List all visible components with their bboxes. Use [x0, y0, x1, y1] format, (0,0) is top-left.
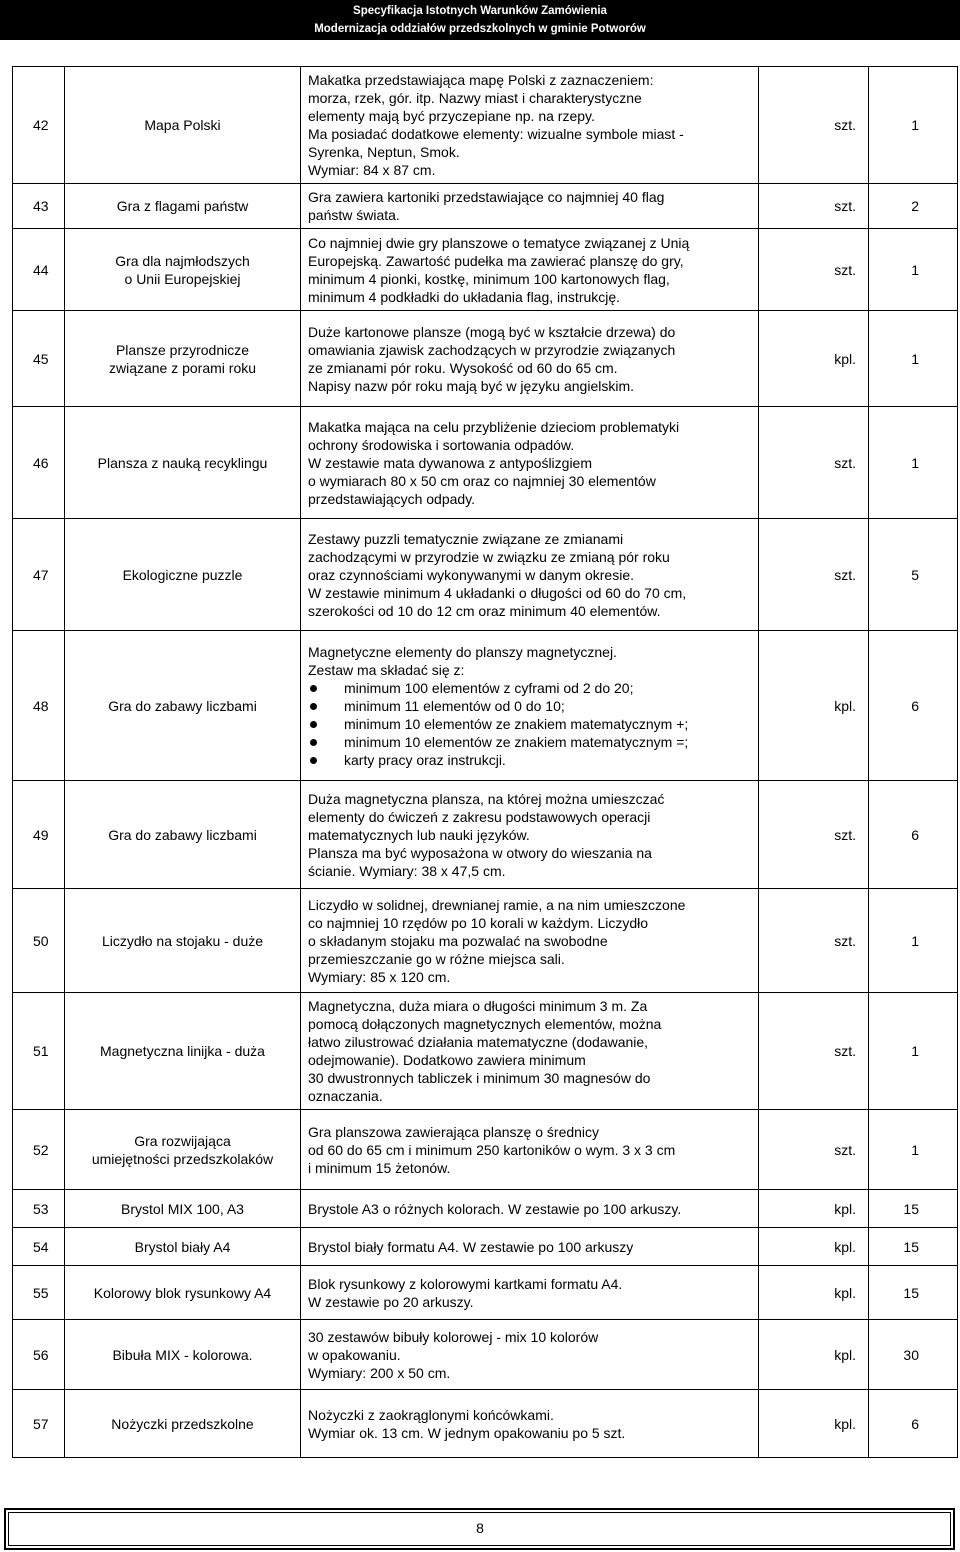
description-line: Gra zawiera kartoniki przedstawiające co najmniej 40 flag [308, 189, 665, 205]
item-description [301, 1390, 759, 1458]
item-description [301, 67, 759, 184]
item-quantity: 6 [869, 781, 958, 889]
description-line: matematycznych lub nauki języków. [308, 826, 530, 843]
description-line: Wymiary: 85 x 120 cm. [308, 968, 451, 985]
description-line: Makatka przedstawiająca mapę Polski z zaznaczeniem: [308, 72, 654, 88]
description-bullet-item: minimum 10 elementów ze znakiem matematycznym =; [308, 733, 752, 751]
item-number: 48 [13, 631, 65, 781]
item-number: 49 [13, 781, 65, 889]
item-number: 47 [13, 519, 65, 631]
description-line: Makatka mająca na celu przybliżenie dzieciom problematyki [308, 418, 680, 435]
item-name [65, 1320, 301, 1390]
description-line: o wymiarach 80 x 50 cm oraz co najmniej 30 elementów [308, 472, 656, 489]
item-name-line: Magnetyczna linijka - duża [100, 1043, 265, 1059]
item-name-line: Kolorowy blok rysunkowy A4 [93, 1284, 272, 1301]
item-description [301, 1110, 759, 1190]
table-row [13, 631, 958, 781]
item-name [65, 67, 301, 184]
item-quantity: 15 [869, 1228, 958, 1266]
item-unit: kpl. [759, 1266, 869, 1320]
item-quantity: 1 [869, 229, 958, 311]
description-line: Blok rysunkowy z kolorowymi kartkami formatu A4. [308, 1275, 623, 1292]
description-line: oznaczania. [308, 1088, 383, 1104]
description-line: ochrony środowiska i sortowania odpadów. [308, 436, 575, 453]
description-bullet-item: karty pracy oraz instrukcji. [308, 751, 752, 769]
item-name-line: Brystol MIX 100, A3 [121, 1200, 244, 1217]
description-line: zachodzącymi w przyrodzie w związku ze zmianą pór roku [308, 548, 670, 565]
item-quantity: 15 [869, 1190, 958, 1228]
item-unit: szt. [759, 229, 869, 311]
item-number: 42 [13, 67, 65, 184]
item-name [65, 1110, 301, 1190]
item-unit: szt. [759, 781, 869, 889]
description-line: morza, rzek, gór. itp. Nazwy miast i charakterystyczne [308, 90, 642, 106]
item-quantity: 1 [869, 889, 958, 993]
description-line: Magnetyczna, duża miara o długości minimum 3 m. Za [308, 998, 648, 1014]
item-number: 51 [13, 993, 65, 1110]
description-line: co najmniej 10 rzędów po 10 korali w każdym. Liczydło [308, 914, 649, 931]
specification-table [12, 66, 958, 1458]
description-line: Wymiar: 84 x 87 cm. [308, 162, 436, 178]
item-unit: szt. [759, 889, 869, 993]
description-bullet-item: minimum 11 elementów od 0 do 10; [308, 697, 752, 715]
item-name-line: Gra dla najmłodszych [115, 252, 250, 269]
description-line: elementy mają być przyczepiane np. na rzepy. [308, 108, 595, 124]
description-line: omawiania zjawisk zachodzących w przyrodzie związanych [308, 341, 676, 358]
description-line: odejmowanie). Dodatkowo zawiera minimum [308, 1052, 586, 1068]
item-description [301, 1228, 759, 1266]
description-bullet-item: minimum 100 elementów z cyframi od 2 do 20; [308, 679, 752, 697]
item-description [301, 781, 759, 889]
item-unit: szt. [759, 67, 869, 184]
table-row [13, 1266, 958, 1320]
item-name [65, 184, 301, 229]
item-description [301, 184, 759, 229]
item-description [301, 407, 759, 519]
description-line: Gra planszowa zawierająca planszę o średnicy [308, 1123, 600, 1140]
item-name-line: Plansze przyrodnicze [115, 341, 250, 358]
table-row [13, 1320, 958, 1390]
item-number: 43 [13, 184, 65, 229]
item-unit: szt. [759, 407, 869, 519]
table-row [13, 1190, 958, 1228]
description-line: ze zmianami pór roku. Wysokość od 60 do 65 cm. [308, 359, 618, 376]
description-line: minimum 4 pionki, kostkę, minimum 100 kartonowych flag, [308, 270, 670, 287]
description-line: ścianie. Wymiary: 38 x 47,5 cm. [308, 862, 506, 879]
item-quantity: 6 [869, 631, 958, 781]
table-row [13, 311, 958, 407]
item-number: 55 [13, 1266, 65, 1320]
description-line: o składanym stojaku ma pozwalać na swobodne [308, 932, 608, 949]
item-quantity: 30 [869, 1320, 958, 1390]
table-row [13, 1390, 958, 1458]
item-quantity: 1 [869, 407, 958, 519]
description-line: Napisy nazw pór roku mają być w języku angielskim. [308, 377, 635, 394]
table-row [13, 519, 958, 631]
description-line: Nożyczki z zaokrąglonymi końcówkami. [308, 1406, 554, 1423]
item-name-line: Gra do zabawy liczbami [108, 826, 257, 843]
description-line: Europejską. Zawartość pudełka ma zawierać planszę do gry, [308, 252, 684, 269]
item-description [301, 889, 759, 993]
item-name [65, 889, 301, 993]
description-line: przemieszczanie go w różne miejsca sali. [308, 950, 565, 967]
description-line: Brystole A3 o różnych kolorach. W zestawie po 100 arkuszy. [308, 1200, 682, 1217]
item-unit: kpl. [759, 631, 869, 781]
table-row [13, 1228, 958, 1266]
description-line: minimum 4 podkładki do układania flag, instrukcję. [308, 288, 621, 305]
description-line: w opakowaniu. [308, 1346, 401, 1363]
description-line: W zestawie po 20 arkuszy. [308, 1293, 474, 1310]
description-line: Zestaw ma składać się z: [308, 661, 465, 678]
item-number: 53 [13, 1190, 65, 1228]
item-name [65, 781, 301, 889]
description-line: państw świata. [308, 207, 400, 223]
item-quantity: 6 [869, 1390, 958, 1458]
page-number: 8 [476, 1520, 484, 1536]
item-name-line: Gra do zabawy liczbami [108, 697, 257, 714]
item-name [65, 1390, 301, 1458]
item-name-line: związane z porami roku [108, 359, 257, 376]
item-description [301, 1190, 759, 1228]
item-name-line: Gra rozwijająca [134, 1132, 231, 1149]
item-name-line: Ekologiczne puzzle [122, 566, 243, 583]
description-bullet-item: minimum 10 elementów ze znakiem matematycznym +; [308, 715, 752, 733]
table-row [13, 1110, 958, 1190]
item-unit: szt. [759, 519, 869, 631]
item-number: 57 [13, 1390, 65, 1458]
item-description [301, 1320, 759, 1390]
item-name-line: Liczydło na stojaku - duże [101, 932, 264, 949]
item-number: 54 [13, 1228, 65, 1266]
item-number: 50 [13, 889, 65, 993]
item-quantity: 1 [869, 67, 958, 184]
item-number: 56 [13, 1320, 65, 1390]
item-quantity: 1 [869, 993, 958, 1110]
document-title: Specyfikacja Istotnych Warunków Zamówienia [353, 5, 607, 17]
item-unit: szt. [759, 993, 869, 1110]
description-line: elementy do ćwiczeń z zakresu podstawowych operacji [308, 808, 651, 825]
description-line: 30 zestawów bibuły kolorowej - mix 10 kolorów [308, 1328, 599, 1345]
item-name-line: o Unii Europejskiej [124, 270, 241, 287]
description-bullet-list [308, 679, 752, 769]
item-number: 45 [13, 311, 65, 407]
description-line: W zestawie minimum 4 układanki o długości od 60 do 70 cm, [308, 584, 687, 601]
item-quantity: 1 [869, 311, 958, 407]
item-unit: szt. [759, 1110, 869, 1190]
table-row [13, 781, 958, 889]
table-row [13, 993, 958, 1110]
item-description [301, 1266, 759, 1320]
item-name-line: Plansza z nauką recyklingu [97, 454, 268, 471]
item-name-line: Bibuła MIX - kolorowa. [112, 1346, 253, 1363]
item-name-line: Gra z flagami państw [116, 198, 249, 214]
item-name [65, 631, 301, 781]
item-unit: szt. [759, 184, 869, 229]
description-line: szerokości od 10 do 12 cm oraz minimum 40 elementów. [308, 602, 661, 619]
description-line: i minimum 15 żetonów. [308, 1159, 451, 1176]
item-name [65, 229, 301, 311]
item-unit: kpl. [759, 1228, 869, 1266]
item-number: 52 [13, 1110, 65, 1190]
item-unit: kpl. [759, 1190, 869, 1228]
item-name [65, 519, 301, 631]
item-name [65, 993, 301, 1110]
item-quantity: 5 [869, 519, 958, 631]
item-name-line: Nożyczki przedszkolne [111, 1415, 254, 1432]
description-line: pomocą dołączonych magnetycznych elementów, można [308, 1016, 662, 1032]
item-name [65, 311, 301, 407]
description-line: Co najmniej dwie gry planszowe o tematyce związanej z Unią [308, 234, 690, 251]
description-line: przedstawiających odpady. [308, 490, 476, 507]
item-description [301, 631, 759, 781]
description-line: Zestawy puzzli tematycznie związane ze zmianami [308, 530, 624, 547]
description-line: Plansza ma być wyposażona w otwory do wieszania na [308, 844, 652, 861]
description-line: Magnetyczne elementy do planszy magnetycznej. [308, 643, 617, 660]
description-line: Wymiar ok. 13 cm. W jednym opakowaniu po 5 szt. [308, 1424, 626, 1441]
item-name [65, 1190, 301, 1228]
item-description [301, 229, 759, 311]
description-line: Ma posiadać dodatkowe elementy: wizualne symbole miast - [308, 126, 684, 142]
table-row [13, 407, 958, 519]
item-name-line: Brystol biały A4 [134, 1238, 231, 1255]
description-line: Syrenka, Neptun, Smok. [308, 144, 460, 160]
item-description [301, 311, 759, 407]
description-line: Brystol biały formatu A4. W zestawie po 100 arkuszy [308, 1238, 634, 1255]
item-unit: kpl. [759, 311, 869, 407]
description-line: Duże kartonowe plansze (mogą być w kształcie drzewa) do [308, 323, 676, 340]
item-quantity: 15 [869, 1266, 958, 1320]
table-row [13, 184, 958, 229]
item-name-line: umiejętności przedszkolaków [91, 1150, 274, 1167]
page-header [0, 0, 960, 40]
specification-table-body [13, 67, 958, 1458]
table-row [13, 67, 958, 184]
description-line: Duża magnetyczna plansza, na której można umieszczać [308, 790, 665, 807]
description-line: W zestawie mata dywanowa z antypoślizgiem [308, 454, 593, 471]
item-unit: kpl. [759, 1390, 869, 1458]
item-name [65, 1266, 301, 1320]
document-subtitle: Modernizacja oddziałów przedszkolnych w gminie Potworów [314, 23, 646, 35]
table-row [13, 889, 958, 993]
item-number: 46 [13, 407, 65, 519]
item-quantity: 1 [869, 1110, 958, 1190]
item-name-line: Mapa Polski [144, 117, 221, 133]
description-line: 30 dwustronnych tabliczek i minimum 30 magnesów do [308, 1070, 651, 1086]
description-line: łatwo zilustrować działania matematyczne (dodawanie, [308, 1034, 649, 1050]
item-description [301, 993, 759, 1110]
description-line: Wymiary: 200 x 50 cm. [308, 1364, 451, 1381]
table-row [13, 229, 958, 311]
item-name [65, 407, 301, 519]
item-quantity: 2 [869, 184, 958, 229]
item-unit: kpl. [759, 1320, 869, 1390]
item-name [65, 1228, 301, 1266]
description-line: Liczydło w solidnej, drewnianej ramie, a na nim umieszczone [308, 896, 686, 913]
item-description [301, 519, 759, 631]
description-line: oraz czynnościami wykonywanymi w danym okresie. [308, 566, 634, 583]
description-line: od 60 do 65 cm i minimum 250 kartoników o wym. 3 x 3 cm [308, 1141, 676, 1158]
item-number: 44 [13, 229, 65, 311]
